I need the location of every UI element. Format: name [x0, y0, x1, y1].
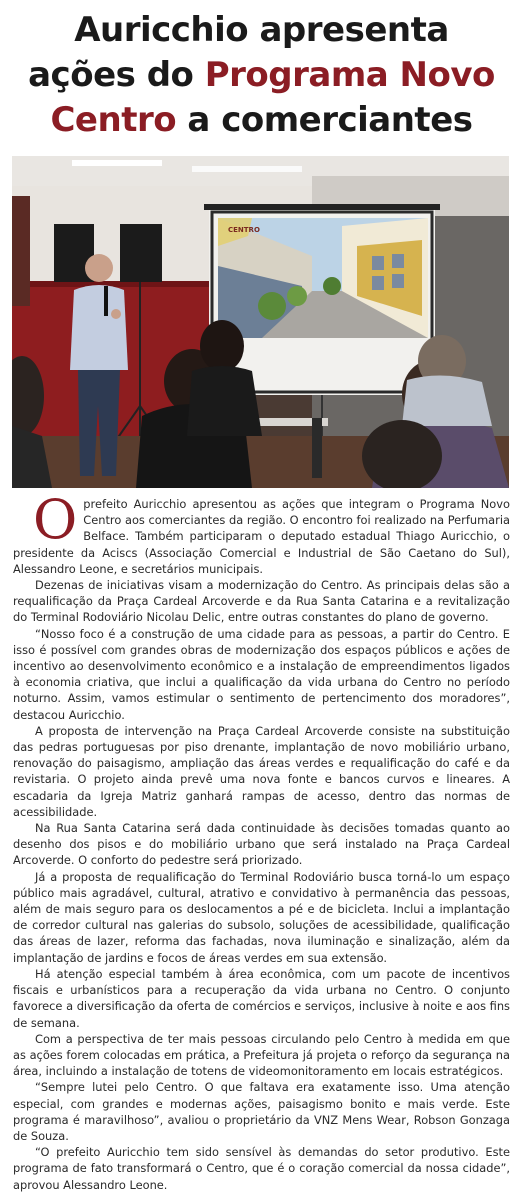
screen-top-bar — [204, 204, 440, 210]
article-paragraph: Oprefeito Auricchio apresentou as ações que integram o Programa Novo Centro aos comerciantes da região. O encontro foi realizado na Perfumaria Belface. Também participaram o deputado estadual Thiago Auricchio, o presidente da Aciscs (Associação Comercial e Industrial de São Caetano do Sul), Alessandro Leone, e secretários municipais. — [13, 488, 510, 576]
speaker-right — [120, 224, 162, 282]
headline-line-3: Centro a comerciantes — [50, 100, 473, 140]
drop-cap: O — [33, 488, 78, 551]
headline-highlight: Programa Novo — [204, 55, 495, 95]
headline-line-2: ações do Programa Novo — [28, 55, 495, 95]
article-paragraph: “Nosso foco é a construção de uma cidade para as pessoas, a partir do Centro. E isso é possível com grandes obras de modernização dos espaços públicos e ações de incentivo ao desenvolvimento econômico e a instalação de empreendimentos ligados à economia criativa, que inclui a qualificação da vida urbana do Centro no período noturno. Assim, vamos estimular o sentimento de pertencimento dos moradores”, destacou Auricchio. — [13, 626, 510, 722]
article-body — [13, 488, 510, 1193]
article-paragraph: A proposta de intervenção na Praça Cardeal Arcoverde consiste na substituição das pedras portuguesas por piso drenante, implantação de novo mobiliário urbano, renovação do paisagismo, ampliação das áreas verdes e requalificação do café e da revistaria. O projeto ainda prevê uma nova fonte e bancos curvos e lineares. A escadaria da Igreja Matriz ganhará rampas de acesso, dentro das normas de acessibilidade. — [13, 723, 510, 819]
article-paragraph: “O prefeito Auricchio tem sido sensível às demandas do setor produtivo. Este programa de fato transformará o Centro, que é o coração comercial da nossa cidade”, aprovou Alessandro Leone. — [13, 1145, 510, 1192]
article-paragraph: Com a perspectiva de ter mais pessoas circulando pelo Centro à medida em que as ações forem colocadas em prática, a Prefeitura já projeta o reforço da segurança na área, incluindo a instalação de totens de videomonitoramento em locais estratégicos. — [13, 1031, 510, 1079]
headline-line-1: Auricchio apresenta — [74, 10, 449, 50]
projected-rendering — [218, 218, 428, 338]
presentation-photo — [12, 156, 509, 488]
article-paragraph: Há atenção especial também à área econômica, com um pacote de incentivos fiscais e urbanísticos para a recuperação da vida urbana no Centro. O conjunto favorece a diversificação da oferta de comércios e serviços, inclusive à noite e aos fins de semana. — [13, 966, 510, 1030]
headline — [0, 8, 523, 143]
article-photo — [12, 156, 509, 488]
article-paragraph: Já a proposta de requalificação do Terminal Rodoviário busca torná-lo um espaço público mais agradável, cultural, atrativo e convidativo à permanência das pessoas, além de mais seguro para os deslocamentos a pé e de bicicleta. Inclui a implantação de corredor cultural nas galerias do subsolo, soluções de acessibilidade, qualificação das áreas de lazer, reforma das fachadas, nova iluminação e sinalização, além da implantação de jardins e focos de áreas verdes em sua extensão. — [13, 869, 510, 965]
article-paragraph: Dezenas de iniciativas visam a modernização do Centro. As principais delas são a requalificação da Praça Cardeal Arcoverde e da Rua Santa Catarina e a revitalização do Terminal Rodoviário Nicolau Delic, entre outras constantes do plano de governo. — [13, 578, 510, 625]
screen-logo-text: CENTRO — [228, 226, 260, 234]
article-paragraph: “Sempre lutei pelo Centro. O que faltava era exatamente isso. Uma atenção especial, com grandes e modernas ações, paisagismo bonito e mais verde. Este programa é maravilhoso”, avaliou o proprietário da VNZ Mens Wear, Robson Gonzaga de Souza. — [13, 1080, 510, 1143]
article-paragraph: Na Rua Santa Catarina será dada continuidade às decisões tomadas quanto ao desenho dos pisos e do mobiliário urbano que será instalado na Praça Cardeal Arcoverde. O conforto do pedestre será priorizado. — [13, 821, 510, 868]
headline-highlight: Centro — [50, 100, 177, 140]
